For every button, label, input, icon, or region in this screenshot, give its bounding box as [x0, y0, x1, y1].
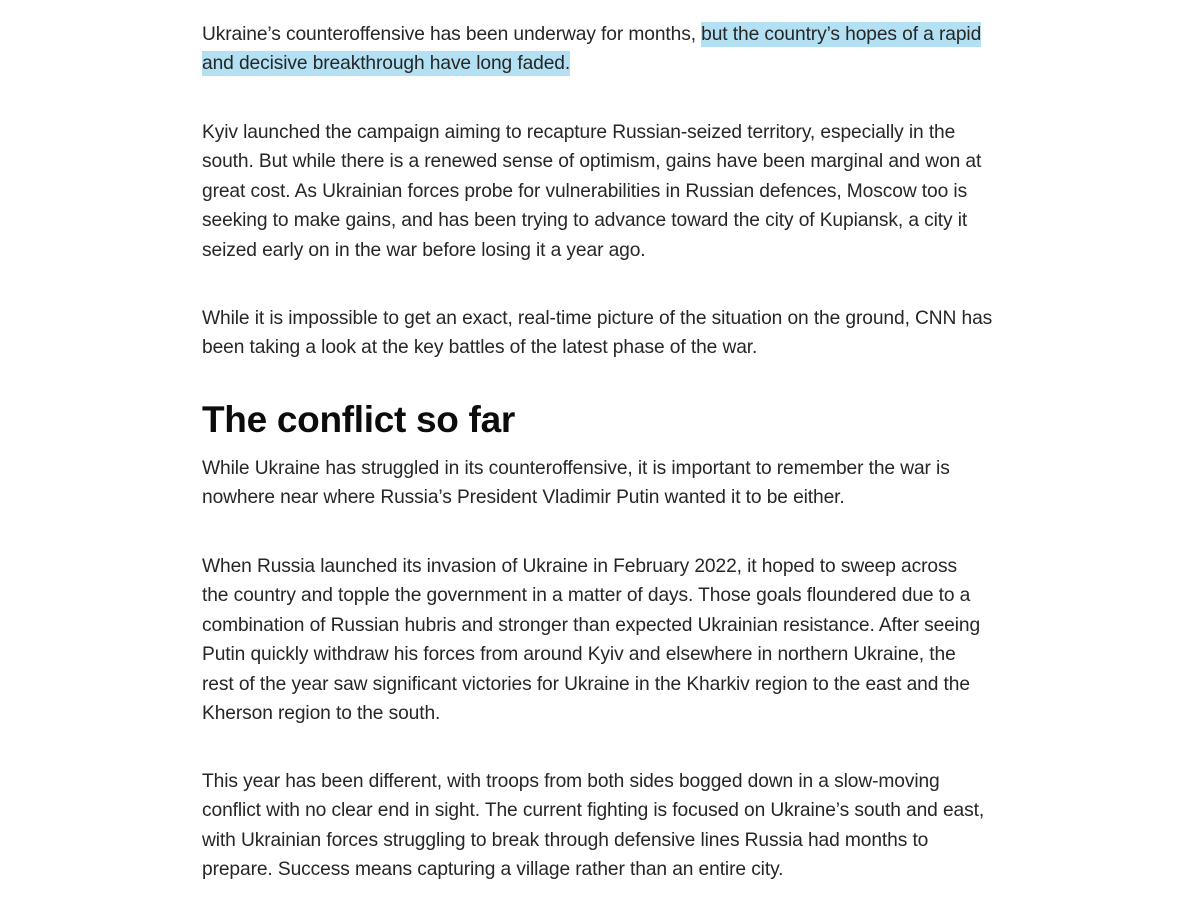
intro-paragraph: [202, 20, 1002, 79]
paragraph-kyiv-campaign: Kyiv launched the campaign aiming to recapture Russian-seized territory, especially in the south. But while there is a renewed sense of optimism, gains have been marginal and won at great cost. As Ukrainian forces probe for vulnerabilities in Russian defences, Moscow too is seeking to make gains, and has been trying to advance toward the city of Kupiansk, a city it seized early on in the war before losing it a year ago.: [202, 122, 982, 261]
paragraph-putin-goals: While Ukraine has struggled in its counteroffensive, it is important to remember the war is nowhere near where Russia’s President Vladimir Putin wanted it to be either.: [202, 458, 950, 509]
section-heading: The conflict so far: [202, 399, 515, 440]
intro-text: Ukraine’s counteroffensive has been underway for months,: [202, 24, 702, 45]
paragraph-cnn-look: While it is impossible to get an exact, real-time picture of the situation on the ground, CNN has been taking a look at the key battles of the latest phase of the war.: [202, 308, 993, 359]
highlighted-text-selection[interactable]: but the country’s hopes of a rapid and decisive breakthrough have long faded.: [202, 24, 982, 75]
paragraph-this-year: This year has been different, with troops from both sides bogged down in a slow-moving conflict with no clear end in sight. The current fighting is focused on Ukraine’s south and east, with Ukrainian forces struggling to break through defensive lines Russia had months to prepare. Success means capturing a village rather than an entire city.: [202, 771, 985, 881]
paragraph-invasion-history: When Russia launched its invasion of Ukraine in February 2022, it hoped to sweep across the country and topple the government in a matter of days. Those goals floundered due to a combination of Russian hubris and stronger than expected Ukrainian resistance. After seeing Putin quickly withdraw his forces from around Kyiv and elsewhere in northern Ukraine, the rest of the year saw significant victories for Ukraine in the Kharkiv region to the east and the Kherson region to the south.: [202, 556, 981, 725]
